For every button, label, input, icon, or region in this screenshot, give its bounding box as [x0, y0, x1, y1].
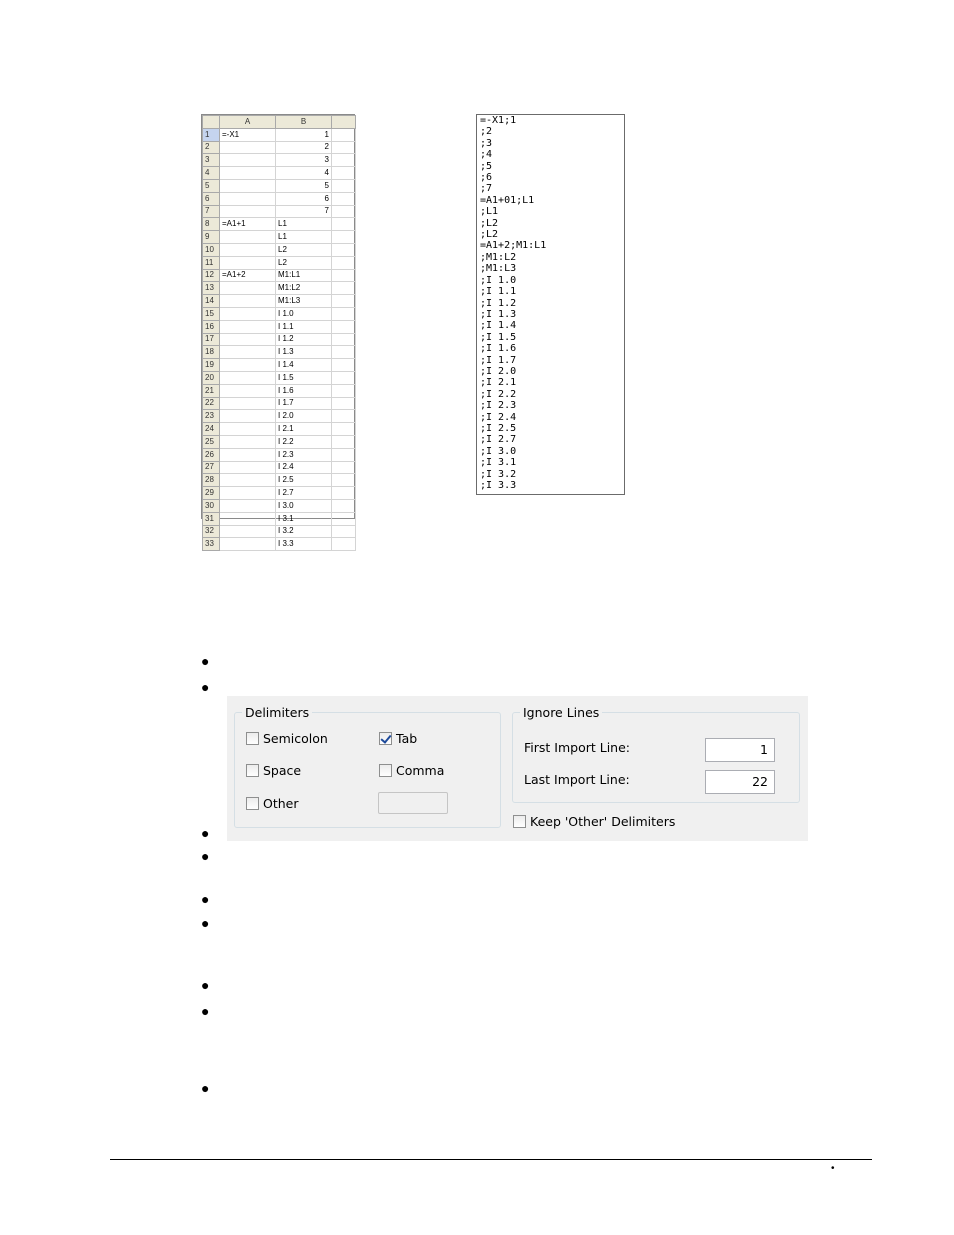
- cell-a[interactable]: [220, 397, 276, 410]
- cell-b[interactable]: I 1.0: [276, 307, 332, 320]
- text-line: ;6: [480, 172, 493, 184]
- cell-c[interactable]: [332, 179, 356, 192]
- row-header[interactable]: 2: [203, 141, 220, 154]
- cell-c[interactable]: [332, 346, 356, 359]
- cell-a[interactable]: [220, 359, 276, 372]
- bullet: ●: [201, 977, 210, 993]
- table-row: [203, 512, 356, 525]
- table-row: [203, 295, 356, 308]
- cell-c[interactable]: [332, 128, 356, 141]
- comma-label: Comma: [396, 763, 445, 778]
- cell-b[interactable]: 7: [276, 205, 332, 218]
- cell-c[interactable]: [332, 256, 356, 269]
- cell-c[interactable]: [332, 243, 356, 256]
- bullet: ●: [201, 1003, 210, 1019]
- cell-b[interactable]: 4: [276, 167, 332, 180]
- table-row: [203, 499, 356, 512]
- cell-c[interactable]: [332, 154, 356, 167]
- row-header[interactable]: 27: [203, 461, 220, 474]
- cell-c[interactable]: [332, 282, 356, 295]
- text-line: ;I 2.5: [480, 422, 517, 434]
- cell-c[interactable]: [332, 448, 356, 461]
- table-row: [203, 179, 356, 192]
- table-row: [203, 243, 356, 256]
- cell-c[interactable]: [332, 384, 356, 397]
- cell-c[interactable]: [332, 435, 356, 448]
- text-line: ;I 1.2: [480, 297, 517, 309]
- cell-b[interactable]: 6: [276, 192, 332, 205]
- cell-a[interactable]: [220, 525, 276, 538]
- cell-b[interactable]: I 2.2: [276, 435, 332, 448]
- row-header[interactable]: 26: [203, 448, 220, 461]
- cell-b[interactable]: M1:L2: [276, 282, 332, 295]
- cell-b[interactable]: M1:L3: [276, 295, 332, 308]
- cell-b[interactable]: I 2.1: [276, 423, 332, 436]
- table-row: [203, 384, 356, 397]
- row-header[interactable]: 20: [203, 371, 220, 384]
- column-header-b[interactable]: B: [276, 116, 332, 129]
- row-header[interactable]: 14: [203, 295, 220, 308]
- cell-a[interactable]: [220, 384, 276, 397]
- cell-b[interactable]: I 2.7: [276, 487, 332, 500]
- import-options-panel: [227, 696, 808, 841]
- space-checkbox[interactable]: [246, 763, 301, 778]
- row-header[interactable]: 17: [203, 333, 220, 346]
- row-header[interactable]: 9: [203, 231, 220, 244]
- table-row: [203, 205, 356, 218]
- cell-c[interactable]: [332, 141, 356, 154]
- cell-b[interactable]: I 3.2: [276, 525, 332, 538]
- cell-a[interactable]: [220, 307, 276, 320]
- spreadsheet-grid: [202, 115, 356, 551]
- other-checkbox[interactable]: [246, 796, 299, 811]
- cell-a[interactable]: [220, 371, 276, 384]
- keep-other-delimiters-box[interactable]: [513, 815, 526, 828]
- text-line: ;I 2.3: [480, 400, 517, 412]
- cell-c[interactable]: [332, 167, 356, 180]
- bullet: ●: [201, 848, 210, 864]
- table-row: [203, 423, 356, 436]
- cell-c[interactable]: [332, 487, 356, 500]
- text-line: =A1+2;M1:L1: [480, 240, 547, 252]
- table-row: [203, 320, 356, 333]
- keep-other-delimiters-label: Keep 'Other' Delimiters: [530, 814, 676, 829]
- row-header[interactable]: 8: [203, 218, 220, 231]
- row-header[interactable]: 4: [203, 167, 220, 180]
- row-header[interactable]: 22: [203, 397, 220, 410]
- cell-a[interactable]: [220, 295, 276, 308]
- first-import-line-input[interactable]: 1: [705, 738, 775, 762]
- row-header[interactable]: 28: [203, 474, 220, 487]
- table-row: [203, 474, 356, 487]
- cell-a[interactable]: [220, 474, 276, 487]
- cell-c[interactable]: [332, 333, 356, 346]
- text-line: =A1+01;L1: [480, 194, 535, 206]
- semicolon-checkbox-box[interactable]: [246, 732, 259, 745]
- cell-a[interactable]: [220, 346, 276, 359]
- table-row: [203, 397, 356, 410]
- row-header[interactable]: 30: [203, 499, 220, 512]
- row-header[interactable]: 33: [203, 538, 220, 551]
- text-line: ;4: [480, 149, 493, 161]
- cell-c[interactable]: [332, 512, 356, 525]
- cell-c[interactable]: [332, 371, 356, 384]
- cell-b[interactable]: 1: [276, 128, 332, 141]
- comma-checkbox-box[interactable]: [379, 764, 392, 777]
- cell-b[interactable]: L1: [276, 231, 332, 244]
- cell-b[interactable]: I 1.7: [276, 397, 332, 410]
- text-line: ;M1:L2: [480, 251, 517, 263]
- table-row: [203, 371, 356, 384]
- cell-c[interactable]: [332, 461, 356, 474]
- cell-a[interactable]: =A1+1: [220, 218, 276, 231]
- table-row: [203, 410, 356, 423]
- bullet: ●: [201, 825, 210, 841]
- column-header-row: [203, 116, 356, 129]
- text-line: ;I 3.3: [480, 480, 517, 491]
- text-line: ;I 2.2: [480, 388, 517, 400]
- row-header[interactable]: 5: [203, 179, 220, 192]
- last-import-line-input[interactable]: 22: [705, 770, 775, 794]
- table-row: [203, 448, 356, 461]
- text-line: ;2: [480, 126, 493, 138]
- text-line: ;L2: [480, 229, 499, 241]
- cell-b[interactable]: L2: [276, 256, 332, 269]
- text-line: ;I 1.0: [480, 274, 517, 286]
- cell-a[interactable]: [220, 448, 276, 461]
- spreadsheet-body: [203, 128, 356, 550]
- cell-c[interactable]: [332, 205, 356, 218]
- cell-b[interactable]: I 3.3: [276, 538, 332, 551]
- cell-b[interactable]: I 1.4: [276, 359, 332, 372]
- cell-a[interactable]: [220, 167, 276, 180]
- text-line: ;I 3.2: [480, 468, 517, 480]
- ignore-lines-group: [512, 705, 800, 803]
- bullet: ●: [201, 679, 210, 695]
- keep-other-delimiters-checkbox[interactable]: [513, 814, 675, 829]
- delimiters-title: Delimiters: [242, 705, 312, 720]
- cell-a[interactable]: [220, 320, 276, 333]
- row-header[interactable]: 23: [203, 410, 220, 423]
- text-line: ;L2: [480, 217, 499, 229]
- row-header[interactable]: 7: [203, 205, 220, 218]
- text-line: ;I 2.0: [480, 365, 517, 377]
- tab-label: Tab: [396, 731, 418, 746]
- column-header-a[interactable]: A: [220, 116, 276, 129]
- other-checkbox-box[interactable]: [246, 797, 259, 810]
- text-line: ;7: [480, 183, 493, 195]
- cell-c[interactable]: [332, 499, 356, 512]
- cell-a[interactable]: [220, 179, 276, 192]
- table-row: [203, 538, 356, 551]
- row-header[interactable]: 15: [203, 307, 220, 320]
- text-line: ;I 1.6: [480, 343, 517, 355]
- cell-a[interactable]: [220, 423, 276, 436]
- cell-b[interactable]: L1: [276, 218, 332, 231]
- cell-a[interactable]: =A1+2: [220, 269, 276, 282]
- corner-header: [203, 116, 220, 129]
- table-row: [203, 461, 356, 474]
- row-header[interactable]: 16: [203, 320, 220, 333]
- table-row: [203, 307, 356, 320]
- table-row: [203, 218, 356, 231]
- cell-a[interactable]: [220, 538, 276, 551]
- last-import-line-label: Last Import Line:: [524, 772, 630, 787]
- cell-a[interactable]: [220, 487, 276, 500]
- text-line: =-X1;1: [480, 115, 517, 126]
- bullet: ●: [201, 915, 210, 931]
- semicolon-label: Semicolon: [263, 731, 328, 746]
- cell-c[interactable]: [332, 269, 356, 282]
- other-label: Other: [263, 796, 299, 811]
- table-row: [203, 359, 356, 372]
- cell-a[interactable]: [220, 410, 276, 423]
- cell-b[interactable]: L2: [276, 243, 332, 256]
- cell-b[interactable]: I 2.0: [276, 410, 332, 423]
- bullet: ●: [201, 653, 210, 669]
- cell-b[interactable]: I 1.6: [276, 384, 332, 397]
- cell-a[interactable]: =-X1: [220, 128, 276, 141]
- cell-c[interactable]: [332, 525, 356, 538]
- table-row: [203, 435, 356, 448]
- text-file-preview: [476, 114, 625, 495]
- cell-b[interactable]: 5: [276, 179, 332, 192]
- footer-rule: [110, 1159, 872, 1160]
- cell-b[interactable]: I 2.3: [276, 448, 332, 461]
- table-row: [203, 346, 356, 359]
- cell-b[interactable]: I 2.4: [276, 461, 332, 474]
- row-header[interactable]: 24: [203, 423, 220, 436]
- text-line: ;I 1.7: [480, 354, 517, 366]
- table-row: [203, 269, 356, 282]
- delimiters-group: [234, 705, 501, 828]
- cell-a[interactable]: [220, 231, 276, 244]
- cell-c[interactable]: [332, 320, 356, 333]
- cell-c[interactable]: [332, 359, 356, 372]
- cell-b[interactable]: I 1.5: [276, 371, 332, 384]
- bullet: ●: [201, 1080, 210, 1096]
- footer-mark: •: [831, 1163, 835, 1174]
- row-header[interactable]: 11: [203, 256, 220, 269]
- text-line: ;I 3.1: [480, 457, 517, 469]
- row-header[interactable]: 31: [203, 512, 220, 525]
- text-line: ;5: [480, 160, 493, 172]
- cell-c[interactable]: [332, 295, 356, 308]
- text-line: ;I 3.0: [480, 445, 517, 457]
- cell-c[interactable]: [332, 410, 356, 423]
- text-line: ;L1: [480, 206, 499, 218]
- spreadsheet: [201, 114, 355, 549]
- table-row: [203, 282, 356, 295]
- table-row: [203, 141, 356, 154]
- text-line: ;I 1.4: [480, 320, 517, 332]
- cell-a[interactable]: [220, 243, 276, 256]
- cell-b[interactable]: I 1.2: [276, 333, 332, 346]
- cell-c[interactable]: [332, 423, 356, 436]
- first-import-line-label: First Import Line:: [524, 740, 630, 755]
- semicolon-checkbox[interactable]: [246, 731, 328, 746]
- cell-a[interactable]: [220, 154, 276, 167]
- cell-c[interactable]: [332, 474, 356, 487]
- cell-c[interactable]: [332, 538, 356, 551]
- row-header[interactable]: 29: [203, 487, 220, 500]
- cell-b[interactable]: I 1.1: [276, 320, 332, 333]
- column-header-c[interactable]: [332, 116, 356, 129]
- table-row: [203, 487, 356, 500]
- table-row: [203, 154, 356, 167]
- cell-a[interactable]: [220, 435, 276, 448]
- row-header[interactable]: 10: [203, 243, 220, 256]
- bullet: ●: [201, 891, 210, 907]
- row-header[interactable]: 1: [203, 128, 220, 141]
- row-header[interactable]: 21: [203, 384, 220, 397]
- text-line: ;I 1.1: [480, 286, 517, 298]
- row-header[interactable]: 12: [203, 269, 220, 282]
- table-row: [203, 192, 356, 205]
- cell-c[interactable]: [332, 307, 356, 320]
- text-line: ;3: [480, 137, 493, 149]
- cell-a[interactable]: [220, 205, 276, 218]
- row-header[interactable]: 6: [203, 192, 220, 205]
- row-header[interactable]: 18: [203, 346, 220, 359]
- cell-a[interactable]: [220, 333, 276, 346]
- cell-c[interactable]: [332, 192, 356, 205]
- table-row: [203, 525, 356, 538]
- text-line: ;I 2.4: [480, 411, 517, 423]
- cell-c[interactable]: [332, 218, 356, 231]
- table-row: [203, 333, 356, 346]
- table-row: [203, 128, 356, 141]
- tab-checkbox[interactable]: [379, 731, 417, 746]
- row-header[interactable]: 13: [203, 282, 220, 295]
- cell-a[interactable]: [220, 141, 276, 154]
- cell-c[interactable]: [332, 231, 356, 244]
- row-header[interactable]: 19: [203, 359, 220, 372]
- cell-b[interactable]: 3: [276, 154, 332, 167]
- table-row: [203, 231, 356, 244]
- cell-a[interactable]: [220, 499, 276, 512]
- space-label: Space: [263, 763, 302, 778]
- cell-b[interactable]: I 3.1: [276, 512, 332, 525]
- cell-a[interactable]: [220, 282, 276, 295]
- row-header[interactable]: 25: [203, 435, 220, 448]
- comma-checkbox[interactable]: [379, 763, 444, 778]
- ignore-lines-title: Ignore Lines: [520, 705, 602, 720]
- cell-a[interactable]: [220, 192, 276, 205]
- cell-b[interactable]: M1:L1: [276, 269, 332, 282]
- table-row: [203, 256, 356, 269]
- row-header[interactable]: 32: [203, 525, 220, 538]
- space-checkbox-box[interactable]: [246, 764, 259, 777]
- text-line: ;I 1.3: [480, 308, 517, 320]
- cell-b[interactable]: I 1.3: [276, 346, 332, 359]
- text-line: ;I 2.7: [480, 434, 517, 446]
- text-line: ;I 2.1: [480, 377, 517, 389]
- row-header[interactable]: 3: [203, 154, 220, 167]
- text-line: ;M1:L3: [480, 263, 517, 275]
- tab-checkbox-box[interactable]: [379, 732, 392, 745]
- cell-a[interactable]: [220, 256, 276, 269]
- table-row: [203, 167, 356, 180]
- cell-a[interactable]: [220, 512, 276, 525]
- cell-b[interactable]: I 2.5: [276, 474, 332, 487]
- cell-b[interactable]: I 3.0: [276, 499, 332, 512]
- text-line: ;I 1.5: [480, 331, 517, 343]
- cell-c[interactable]: [332, 397, 356, 410]
- other-delimiter-input[interactable]: [378, 792, 448, 814]
- cell-a[interactable]: [220, 461, 276, 474]
- cell-b[interactable]: 2: [276, 141, 332, 154]
